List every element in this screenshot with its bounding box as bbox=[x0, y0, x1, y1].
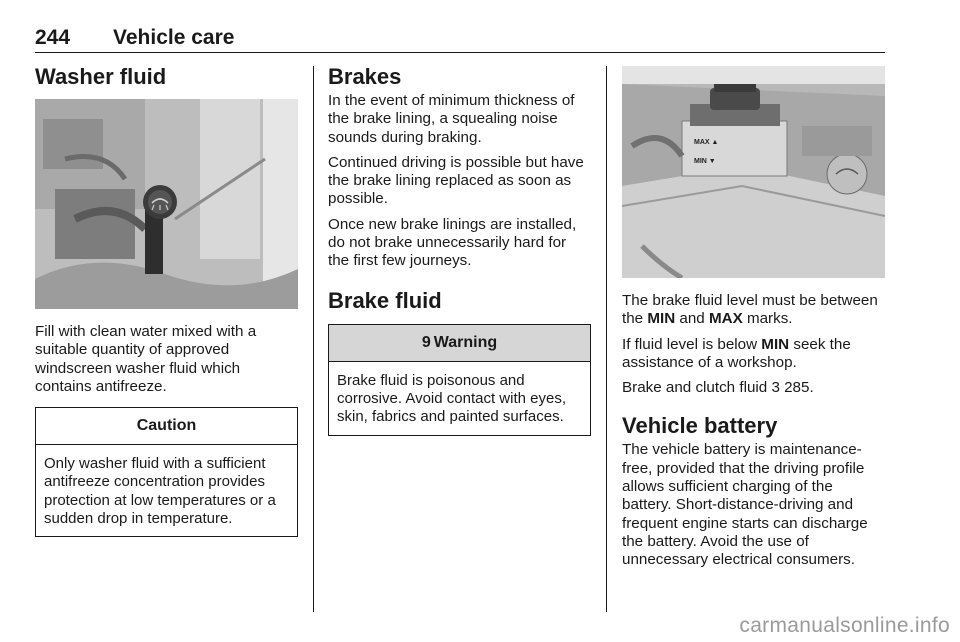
section-title-brake-fluid: Brake fluid bbox=[328, 287, 442, 313]
brake-reservoir-image bbox=[622, 66, 885, 278]
min-mark-label: MIN ▼ bbox=[694, 158, 716, 165]
warning-header bbox=[329, 325, 590, 362]
chapter-title: Vehicle care bbox=[113, 26, 235, 49]
column-divider bbox=[606, 66, 607, 612]
brakes-paragraph: Continued driving is possible but have the brake lining replaced as soon as possible. bbox=[328, 153, 584, 208]
warning-text: Brake fluid is poisonous and corrosive. Avoid contact with eyes, skin, fabrics and painted surfaces. bbox=[337, 371, 566, 426]
washer-fluid-section bbox=[35, 62, 298, 537]
brake-fluid-min-text: If fluid level is below MIN seek the assistance of a workshop. bbox=[622, 335, 851, 371]
watermark[interactable]: carmanualsonline.info bbox=[739, 614, 950, 637]
page-reference-arrow-icon: 3 bbox=[771, 379, 780, 397]
brake-fluid-photo bbox=[622, 66, 885, 278]
caution-text: Only washer fluid with a sufficient antifreeze concentration provides protection at low temperatures or a sudden drop in temperature. bbox=[44, 455, 276, 528]
warning-label: Warning bbox=[433, 333, 498, 351]
washer-fluid-photo bbox=[35, 99, 298, 309]
caution-box bbox=[35, 407, 298, 537]
vehicle-battery-text: The vehicle battery is maintenance-free, provided that the driving profile allows sufficient charging of the battery. Short-distance-driving and frequent engine starts can discharge the battery. Avoid the use of unnecessary electrical consumers. bbox=[622, 441, 868, 569]
page-number: 244 bbox=[35, 26, 71, 49]
washer-fluid-text: Fill with clean water mixed with a suitable quantity of approved windscreen washer fluid which contains antifreeze. bbox=[35, 323, 257, 395]
brake-fluid-continued bbox=[622, 62, 885, 577]
brakes-paragraph: In the event of minimum thickness of the brake lining, a squealing noise sounds during braking. bbox=[328, 92, 575, 146]
brake-fluid-level-text: The brake fluid level must be between the MIN and MAX marks. bbox=[622, 292, 878, 328]
page-header bbox=[35, 26, 885, 53]
max-mark-label: MAX ▲ bbox=[694, 139, 719, 146]
brakes-section bbox=[328, 62, 591, 436]
column-divider bbox=[313, 66, 314, 612]
warning-box bbox=[328, 324, 591, 436]
section-title-brakes: Brakes bbox=[328, 64, 402, 89]
brakes-paragraph: Once new brake linings are installed, do not brake unnecessarily hard for the first few journeys. bbox=[328, 215, 577, 270]
section-title-washer-fluid: Washer fluid bbox=[35, 64, 167, 89]
washer-reservoir-image bbox=[35, 99, 298, 309]
section-title-vehicle-battery: Vehicle battery bbox=[622, 413, 778, 439]
warning-icon: 9 bbox=[421, 333, 431, 351]
brake-clutch-fluid-reference: Brake and clutch fluid 3 285. bbox=[622, 379, 814, 397]
caution-label: Caution bbox=[36, 408, 297, 445]
